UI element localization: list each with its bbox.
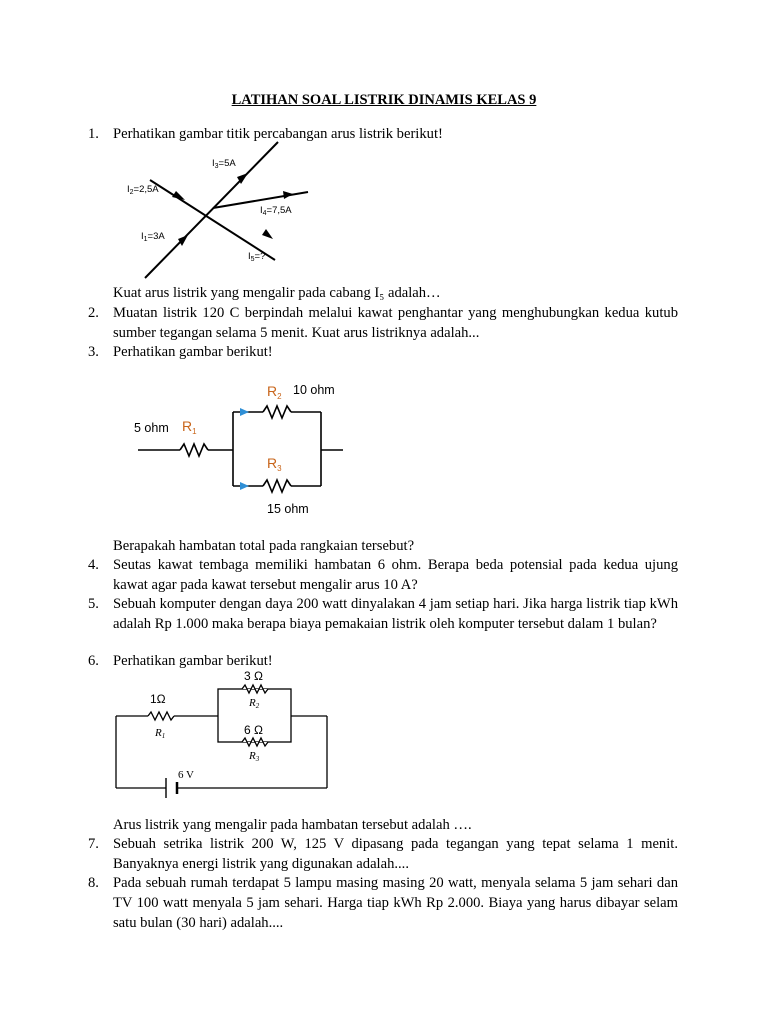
r1-label: $R_1$ xyxy=(182,418,197,436)
circuit-figure-6 xyxy=(110,668,335,808)
question-number: 6. xyxy=(88,653,99,669)
arrow-i5 xyxy=(262,229,273,239)
resistor-r3 xyxy=(242,738,268,746)
question-text: Sebuah setrika listrik 200 W, 125 V dipasang pada tegangan yang tepat selama 1 menit. Banyaknya energi listrik yang digunakan adalah.... xyxy=(113,836,678,872)
current-junction-figure xyxy=(110,138,310,284)
label-i3: $I_3=5A$ xyxy=(212,158,236,170)
question-8 xyxy=(88,873,678,933)
question-number: 8. xyxy=(88,875,99,891)
question-number: 1. xyxy=(88,126,99,142)
r1-label: R1 xyxy=(155,727,166,740)
question-number: 2. xyxy=(88,305,99,321)
question-4 xyxy=(88,555,678,595)
resistor-r2 xyxy=(263,406,291,418)
label-i2: $I_2=2,5A$ xyxy=(127,184,159,196)
resistor-r1 xyxy=(180,444,208,456)
question-3-followup: Berapakah hambatan total pada rangkaian tersebut? xyxy=(113,538,415,554)
question-2 xyxy=(88,303,678,343)
question-number: 7. xyxy=(88,836,99,852)
question-text: Muatan listrik 120 C berpindah melalui kawat penghantar yang menghubungkan kedua kutub sumber tegangan selama 5 menit. Kuat arus listriknya adalah... xyxy=(113,305,678,341)
battery-voltage: 6 V xyxy=(178,769,194,781)
question-5 xyxy=(88,594,678,634)
r2-value: 10 ohm xyxy=(293,383,335,397)
question-text: Perhatikan gambar berikut! xyxy=(113,653,273,669)
r3-label: R3 xyxy=(249,750,260,763)
question-text: Perhatikan gambar berikut! xyxy=(113,344,273,360)
label-i1: $I_1=3A$ xyxy=(141,231,165,243)
question-text: Pada sebuah rumah terdapat 5 lampu masing masing 20 watt, menyala selama 5 jam sehari dan TV 100 watt menyala 5 jam sehari. Harga tiap kWh Rp 2.000. Biaya yang harus dibayar selam satu bulan (30 hari) adalah.... xyxy=(113,875,678,931)
label-i5: $I_5=$? xyxy=(248,251,266,263)
question-3 xyxy=(88,342,678,362)
label-i4: $I_4=7,5A$ xyxy=(260,205,292,217)
resistor-r2 xyxy=(242,685,268,693)
arrow-i1 xyxy=(178,235,188,246)
r3-value: 15 ohm xyxy=(267,502,309,516)
question-text: Sebuah komputer dengan daya 200 watt dinyalakan 4 jam setiap hari. Jika harga listrik tiap kWh adalah Rp 1.000 maka berapa biaya pemakaian listrik oleh komputer tersebut dalam 1 bulan? xyxy=(113,596,678,632)
r3-value: 6 Ω xyxy=(244,723,263,737)
question-6-followup: Arus listrik yang mengalir pada hambatan tersebut adalah …. xyxy=(113,817,472,833)
question-1-followup: Kuat arus listrik yang mengalir pada cabang I₅ adalah… xyxy=(113,285,441,301)
r3-label: $R_3$ xyxy=(267,455,282,473)
arrow-r3 xyxy=(240,482,249,490)
page-title: LATIHAN SOAL LISTRIK DINAMIS KELAS 9 xyxy=(231,92,537,108)
question-number: 3. xyxy=(88,344,99,360)
r2-label: $R_2$ xyxy=(267,383,282,401)
r1-value: 1Ω xyxy=(150,692,166,706)
resistor-r3 xyxy=(263,480,291,492)
r1-value: 5 ohm xyxy=(134,421,169,435)
resistor-r1 xyxy=(148,712,174,720)
question-number: 5. xyxy=(88,596,99,612)
question-7 xyxy=(88,834,678,874)
r2-value: 3 Ω xyxy=(244,669,263,683)
arrow-r2 xyxy=(240,408,249,416)
circuit-figure-3 xyxy=(130,378,350,528)
r2-label: R2 xyxy=(249,697,260,710)
question-number: 4. xyxy=(88,557,99,573)
question-text: Seutas kawat tembaga memiliki hambatan 6 ohm. Berapa beda potensial pada kedua ujung kawat agar pada kawat tersebut mengalir arus 10 A? xyxy=(113,557,678,593)
question-text: Perhatikan gambar titik percabangan arus listrik berikut! xyxy=(113,126,443,142)
